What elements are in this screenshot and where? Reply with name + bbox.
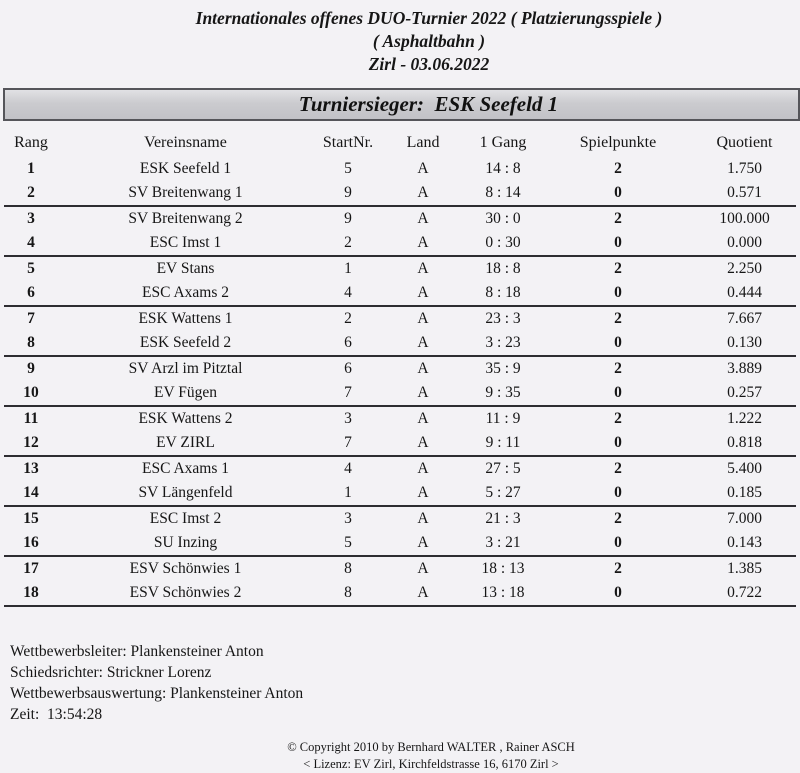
col-header-spielpunkte: Spielpunkte <box>579 134 657 151</box>
cell-gang: 23 : 3 <box>485 310 521 327</box>
table-row <box>4 256 796 281</box>
cell-punkte: 2 <box>614 510 622 527</box>
cell-startnr: 8 <box>344 560 352 577</box>
evaluation-line: Wettbewerbsauswertung: Plankensteiner Anton <box>10 685 304 702</box>
cell-startnr: 4 <box>313 281 383 306</box>
cell-punkte: 0 <box>543 381 693 406</box>
cell-gang: 9 : 35 <box>463 381 543 406</box>
cell-startnr: 7 <box>313 381 383 406</box>
cell-punkte: 2 <box>614 360 622 377</box>
cell-quotient: 7.667 <box>727 310 762 327</box>
cell-land: A <box>383 181 463 206</box>
cell-land: A <box>383 381 463 406</box>
table-row <box>4 556 796 581</box>
cell-rang: 6 <box>4 281 58 306</box>
cell-gang: 8 : 14 <box>463 181 543 206</box>
cell-punkte: 0 <box>543 431 693 456</box>
copyright-block <box>0 739 800 773</box>
cell-verein: EV Fügen <box>58 381 313 406</box>
cell-verein: ESC Axams 2 <box>58 281 313 306</box>
cell-rang: 8 <box>4 331 58 356</box>
cell-quotient: 2.250 <box>727 260 762 277</box>
table-row <box>4 406 796 431</box>
cell-verein: ESK Seefeld 1 <box>139 160 232 177</box>
cell-startnr: 7 <box>313 431 383 456</box>
cell-quotient: 0.444 <box>693 281 796 306</box>
cell-verein: ESK Wattens 1 <box>138 310 233 327</box>
table-row <box>4 381 796 406</box>
cell-punkte: 2 <box>614 160 622 177</box>
cell-gang: 14 : 8 <box>485 160 521 177</box>
col-header-land: Land <box>406 134 440 151</box>
winner-banner <box>3 88 800 121</box>
cell-quotient: 1.750 <box>727 160 762 177</box>
cell-rang: 2 <box>4 181 58 206</box>
cell-land: A <box>383 231 463 256</box>
cell-gang: 5 : 27 <box>463 481 543 506</box>
cell-startnr: 9 <box>344 210 352 227</box>
cell-land: A <box>417 360 429 377</box>
cell-gang: 27 : 5 <box>485 460 521 477</box>
results-table-header <box>4 129 796 157</box>
col-header-startnr: StartNr. <box>322 134 374 151</box>
cell-punkte: 2 <box>614 210 622 227</box>
cell-punkte: 0 <box>543 331 693 356</box>
cell-quotient: 3.889 <box>727 360 762 377</box>
cell-punkte: 2 <box>614 560 622 577</box>
cell-gang: 18 : 8 <box>485 260 521 277</box>
cell-startnr: 3 <box>344 510 352 527</box>
cell-startnr: 5 <box>313 531 383 556</box>
cell-gang: 21 : 3 <box>485 510 521 527</box>
cell-startnr: 3 <box>344 410 352 427</box>
table-row <box>4 356 796 381</box>
cell-quotient: 0.571 <box>693 181 796 206</box>
cell-verein: EV ZIRL <box>58 431 313 456</box>
table-row <box>4 481 796 506</box>
time-line: Zeit: 13:54:28 <box>10 706 103 723</box>
cell-gang: 35 : 9 <box>485 360 521 377</box>
cell-rang: 15 <box>23 510 39 527</box>
cell-rang: 12 <box>4 431 58 456</box>
cell-quotient: 1.222 <box>727 410 762 427</box>
cell-land: A <box>417 160 429 177</box>
table-row <box>4 206 796 231</box>
cell-punkte: 0 <box>543 481 693 506</box>
table-row <box>4 531 796 556</box>
cell-land: A <box>417 460 429 477</box>
cell-land: A <box>383 431 463 456</box>
cell-rang: 9 <box>27 360 35 377</box>
cell-startnr: 6 <box>313 331 383 356</box>
cell-rang: 14 <box>4 481 58 506</box>
cell-punkte: 2 <box>614 260 622 277</box>
competition-leader-line: Wettbewerbsleiter: Plankensteiner Anton <box>10 643 264 660</box>
cell-startnr: 4 <box>344 460 352 477</box>
col-header-1gang: 1 Gang <box>479 134 527 151</box>
cell-land: A <box>383 481 463 506</box>
cell-gang: 8 : 18 <box>463 281 543 306</box>
cell-quotient: 0.722 <box>693 581 796 606</box>
table-row <box>4 157 796 181</box>
cell-rang: 11 <box>23 410 39 427</box>
cell-verein: EV Stans <box>156 260 215 277</box>
cell-punkte: 0 <box>543 581 693 606</box>
cell-startnr: 9 <box>313 181 383 206</box>
cell-verein: SU Inzing <box>58 531 313 556</box>
col-header-vereinsname: Vereinsname <box>144 134 227 151</box>
header-row <box>4 129 796 157</box>
cell-quotient: 0.185 <box>693 481 796 506</box>
cell-verein: SV Längenfeld <box>58 481 313 506</box>
cell-quotient: 0.257 <box>693 381 796 406</box>
cell-rang: 10 <box>4 381 58 406</box>
cell-startnr: 5 <box>344 160 352 177</box>
cell-punkte: 2 <box>614 460 622 477</box>
cell-verein: SV Breitenwang 2 <box>128 210 243 227</box>
table-row <box>4 281 796 306</box>
table-row <box>4 581 796 606</box>
cell-land: A <box>417 410 429 427</box>
cell-verein: ESK Seefeld 2 <box>58 331 313 356</box>
cell-verein: SV Breitenwang 1 <box>58 181 313 206</box>
table-row <box>4 431 796 456</box>
cell-land: A <box>417 310 429 327</box>
cell-punkte: 0 <box>543 181 693 206</box>
cell-rang: 7 <box>27 310 35 327</box>
cell-gang: 9 : 11 <box>463 431 543 456</box>
cell-land: A <box>383 331 463 356</box>
cell-quotient: 7.000 <box>727 510 762 527</box>
cell-quotient: 0.130 <box>693 331 796 356</box>
cell-quotient: 0.000 <box>693 231 796 256</box>
results-table <box>4 129 796 607</box>
cell-startnr: 1 <box>344 260 352 277</box>
cell-verein: ESV Schönwies 2 <box>58 581 313 606</box>
table-row <box>4 306 796 331</box>
cell-rang: 16 <box>4 531 58 556</box>
cell-rang: 1 <box>27 160 35 177</box>
cell-land: A <box>417 210 429 227</box>
cell-startnr: 2 <box>344 310 352 327</box>
table-row <box>4 181 796 206</box>
table-row <box>4 331 796 356</box>
tournament-location-date: Zirl - 03.06.2022 <box>368 54 490 74</box>
cell-rang: 13 <box>23 460 39 477</box>
tournament-header <box>0 0 800 76</box>
tournament-surface: ( Asphaltbahn ) <box>372 31 486 51</box>
cell-punkte: 2 <box>614 410 622 427</box>
cell-quotient: 100.000 <box>719 210 770 227</box>
cell-gang: 30 : 0 <box>485 210 521 227</box>
cell-gang: 0 : 30 <box>463 231 543 256</box>
referee-line: Schiedsrichter: Strickner Lorenz <box>10 664 212 681</box>
cell-land: A <box>417 510 429 527</box>
cell-rang: 4 <box>4 231 58 256</box>
cell-rang: 17 <box>23 560 39 577</box>
cell-quotient: 1.385 <box>727 560 762 577</box>
cell-startnr: 1 <box>313 481 383 506</box>
cell-verein: SV Arzl im Pitztal <box>128 360 243 377</box>
cell-land: A <box>417 260 429 277</box>
winner-banner-text: Turniersieger: ESK Seefeld 1 <box>298 92 559 116</box>
cell-verein: ESV Schönwies 1 <box>129 560 242 577</box>
cell-punkte: 0 <box>543 531 693 556</box>
copyright-line: © Copyright 2010 by Bernhard WALTER , Rainer ASCH <box>287 740 575 754</box>
cell-land: A <box>383 531 463 556</box>
cell-gang: 3 : 23 <box>463 331 543 356</box>
cell-verein: ESK Wattens 2 <box>138 410 233 427</box>
cell-punkte: 0 <box>543 231 693 256</box>
cell-punkte: 0 <box>543 281 693 306</box>
cell-gang: 18 : 13 <box>481 560 525 577</box>
cell-verein: ESC Axams 1 <box>142 460 229 477</box>
cell-startnr: 8 <box>313 581 383 606</box>
tournament-title: Internationales offenes DUO-Turnier 2022 ( Platzierungsspiele ) <box>195 8 663 28</box>
cell-startnr: 6 <box>344 360 352 377</box>
cell-land: A <box>383 581 463 606</box>
col-header-rang: Rang <box>14 134 48 151</box>
cell-land: A <box>383 281 463 306</box>
results-tbody <box>4 157 796 606</box>
cell-rang: 18 <box>4 581 58 606</box>
cell-startnr: 2 <box>313 231 383 256</box>
cell-quotient: 0.818 <box>693 431 796 456</box>
license-line: < Lizenz: EV Zirl, Kirchfeldstrasse 16, 6170 Zirl > <box>303 757 559 771</box>
cell-land: A <box>417 560 429 577</box>
cell-rang: 5 <box>27 260 35 277</box>
cell-punkte: 2 <box>614 310 622 327</box>
table-row <box>4 456 796 481</box>
cell-gang: 13 : 18 <box>463 581 543 606</box>
cell-verein: ESC Imst 1 <box>58 231 313 256</box>
cell-rang: 3 <box>27 210 35 227</box>
cell-verein: ESC Imst 2 <box>149 510 222 527</box>
officials-block <box>0 641 800 725</box>
cell-quotient: 5.400 <box>727 460 762 477</box>
cell-gang: 11 : 9 <box>485 410 521 427</box>
cell-quotient: 0.143 <box>693 531 796 556</box>
col-header-quotient: Quotient <box>716 134 773 151</box>
cell-gang: 3 : 21 <box>463 531 543 556</box>
table-row <box>4 231 796 256</box>
table-row <box>4 506 796 531</box>
